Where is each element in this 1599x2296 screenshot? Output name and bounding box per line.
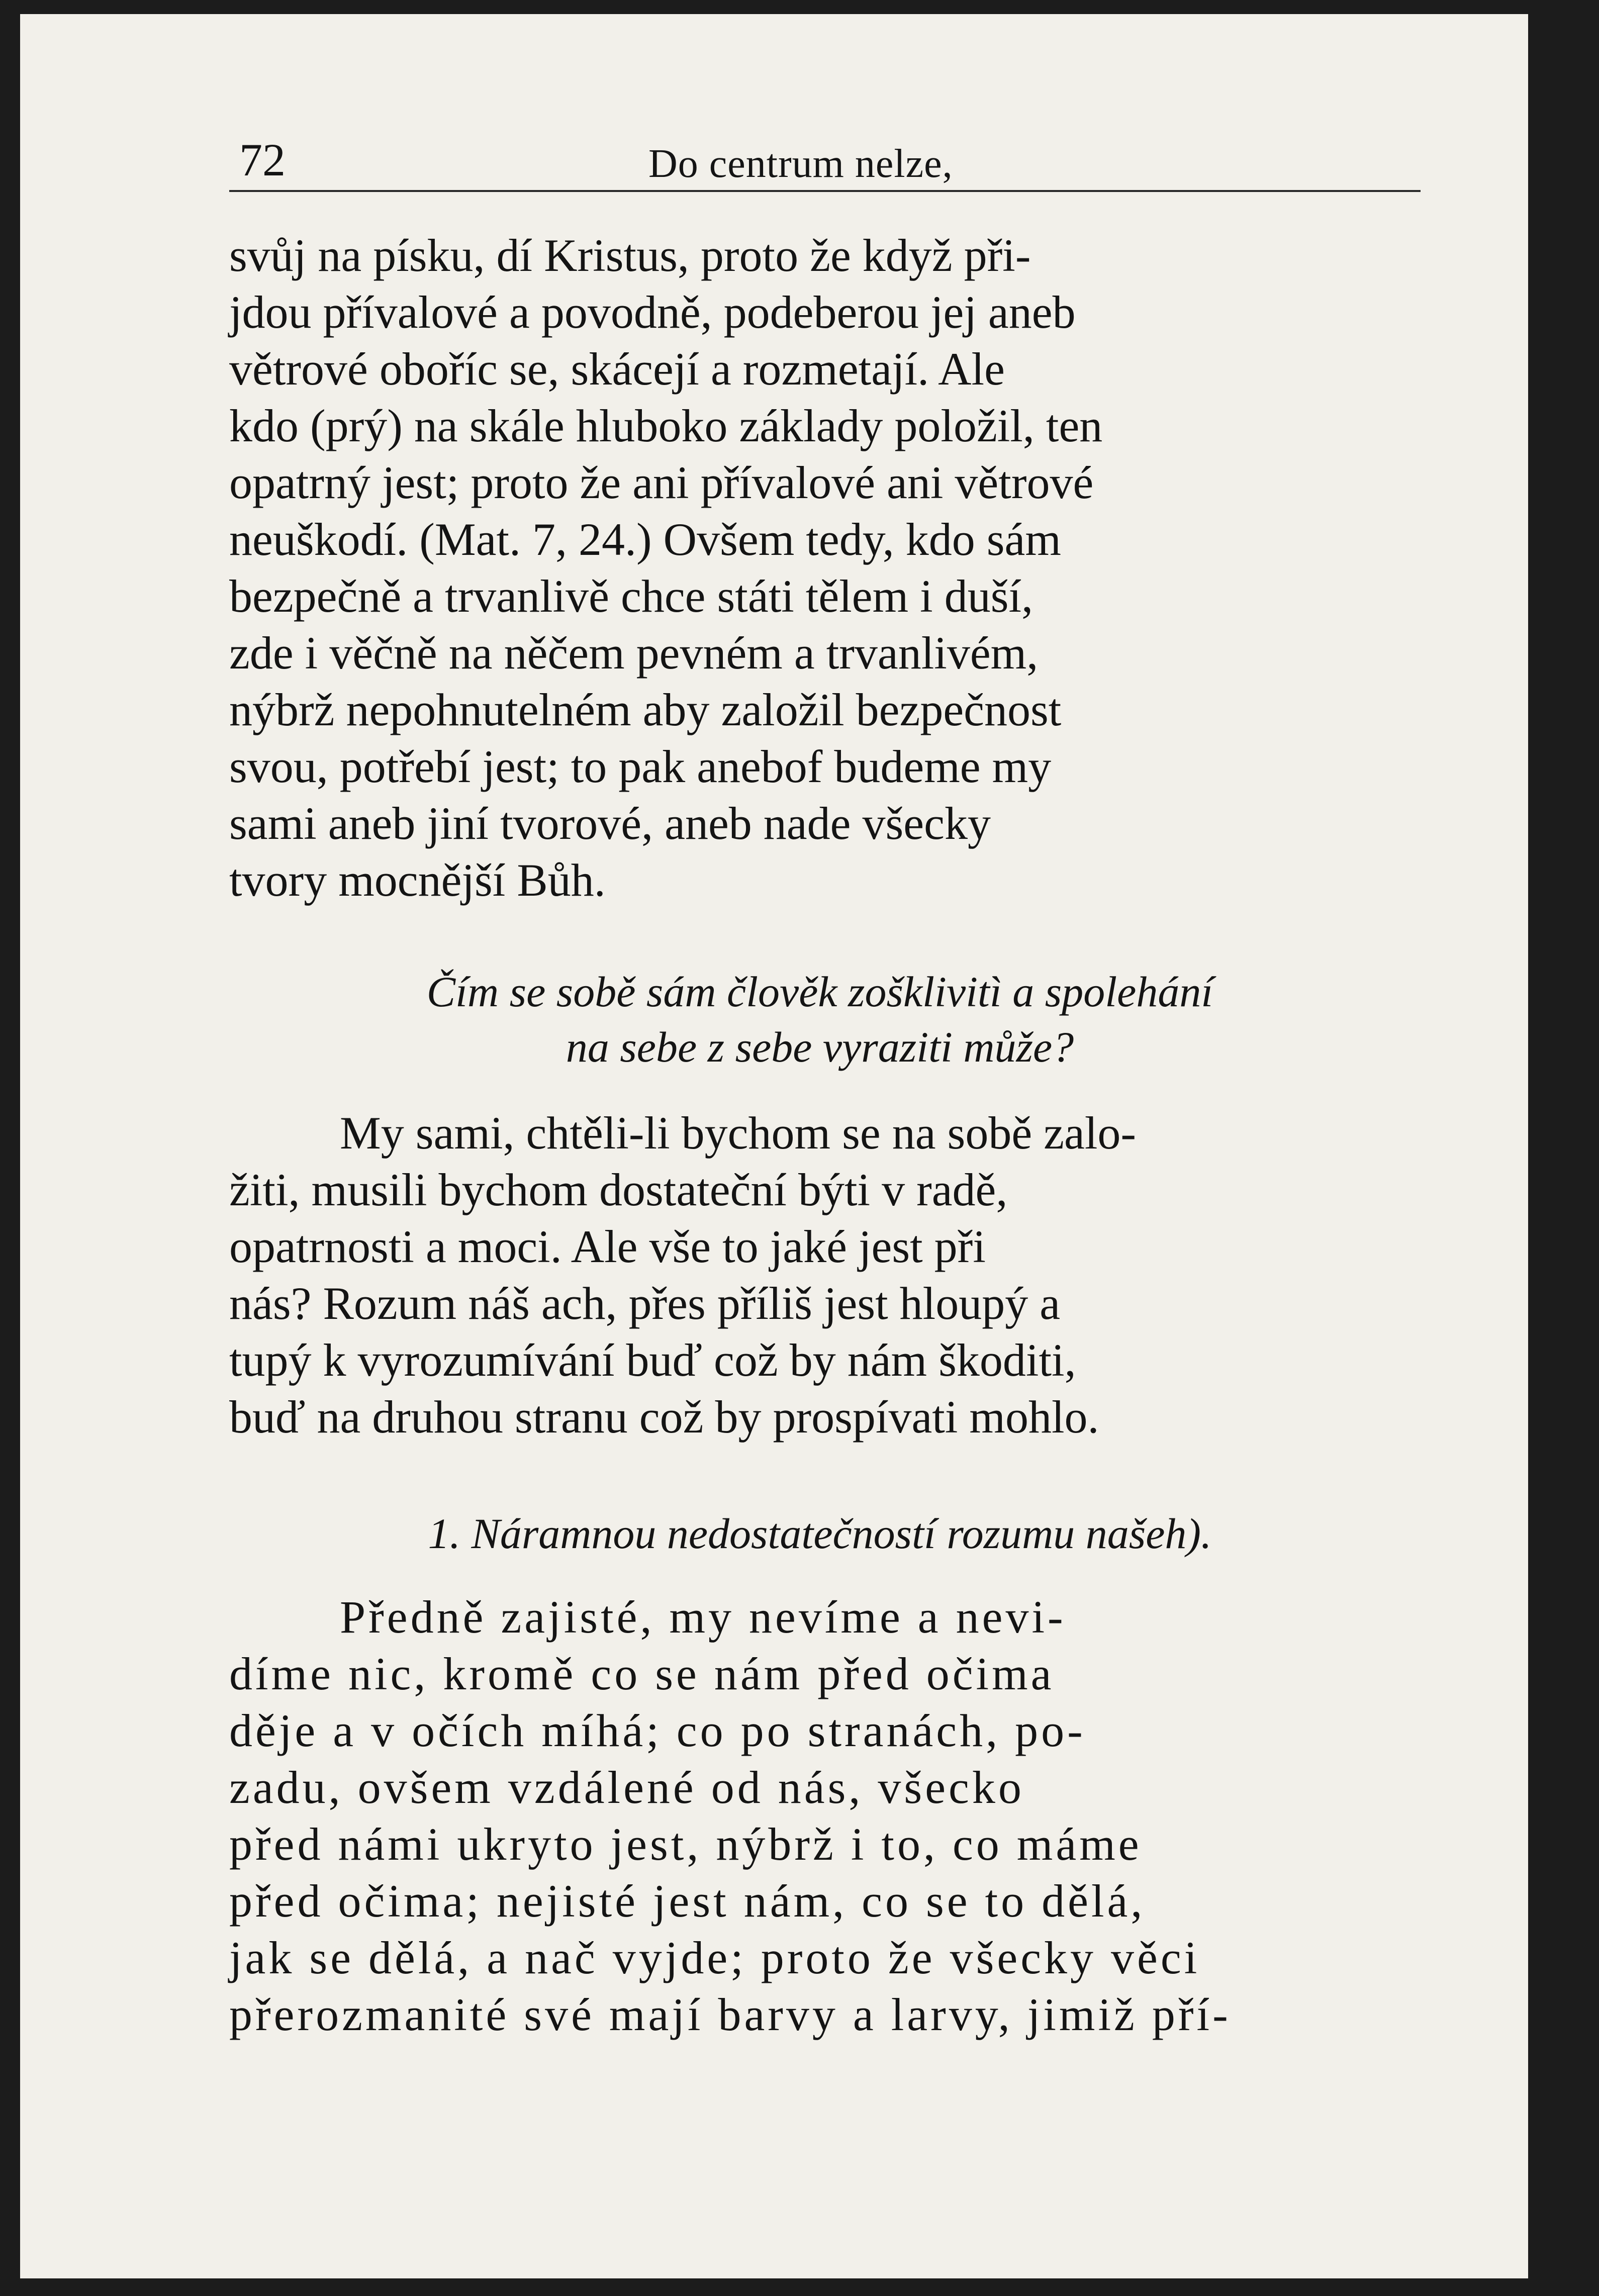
running-head: [229, 120, 1410, 190]
subsection-heading: 1. Náramnou nedostatečností rozumu našeh).: [428, 1509, 1212, 1558]
section-heading: Čím se sobě sám člověk zošklivitì a spolehání na sebe z sebe vyraziti může?: [426, 968, 1213, 1071]
book-page: [20, 14, 1528, 2278]
paragraph-2: My sami, chtěli-li bychom se na sobě zalo- žiti, musili bychom dostateční býti v radě, opatrnosti a moci. Ale vše to jaké jest při nás? Rozum náš ach, přes příliš jest hloupý a tupý k vyrozumívání buď což by nám škoditi, buď na druhou stranu což by prospívati mohlo.: [229, 1107, 1137, 1443]
page-number: 72: [239, 134, 286, 185]
paragraph-3: Předně zajisté, my nevíme a nevi- díme nic, kromě co se nám před očima děje a v očích míhá; co po stranách, po- zadu, ovšem vzdálené od nás, všecko před námi ukryto jest, nýbrž i to, co máme před očima; nejisté jest nám, co se to dělá, jak se dělá, a nač vyjde; proto že všecky věci přerozmanité své mají barvy a larvy, jimiž pří-: [229, 1591, 1231, 2040]
page-content: [229, 120, 1410, 2043]
header-rule: [229, 190, 1421, 192]
running-title: Do centrum nelze,: [648, 142, 953, 186]
paragraph-1: svůj na písku, dí Kristus, proto že když při- jdou přívalové a povodně, podeberou jej aneb větrové oboříc se, skácejí a rozmetají. Ale kdo (prý) na skále hluboko základy položil, ten opatrný jest; proto že ani přívalové ani větrové neuškodí. (Mat. 7, 24.) Ovšem tedy, kdo sám bezpečně a trvanlivě chce státi tělem i duší, zde i věčně na něčem pevném a trvanlivém, nýbrž nepohnutelném aby založil bezpečnost svou, potřebí jest; to pak anebof budeme my sami aneb jiní tvorové, aneb nade všecky tvory mocnější Bůh.: [229, 230, 1103, 906]
